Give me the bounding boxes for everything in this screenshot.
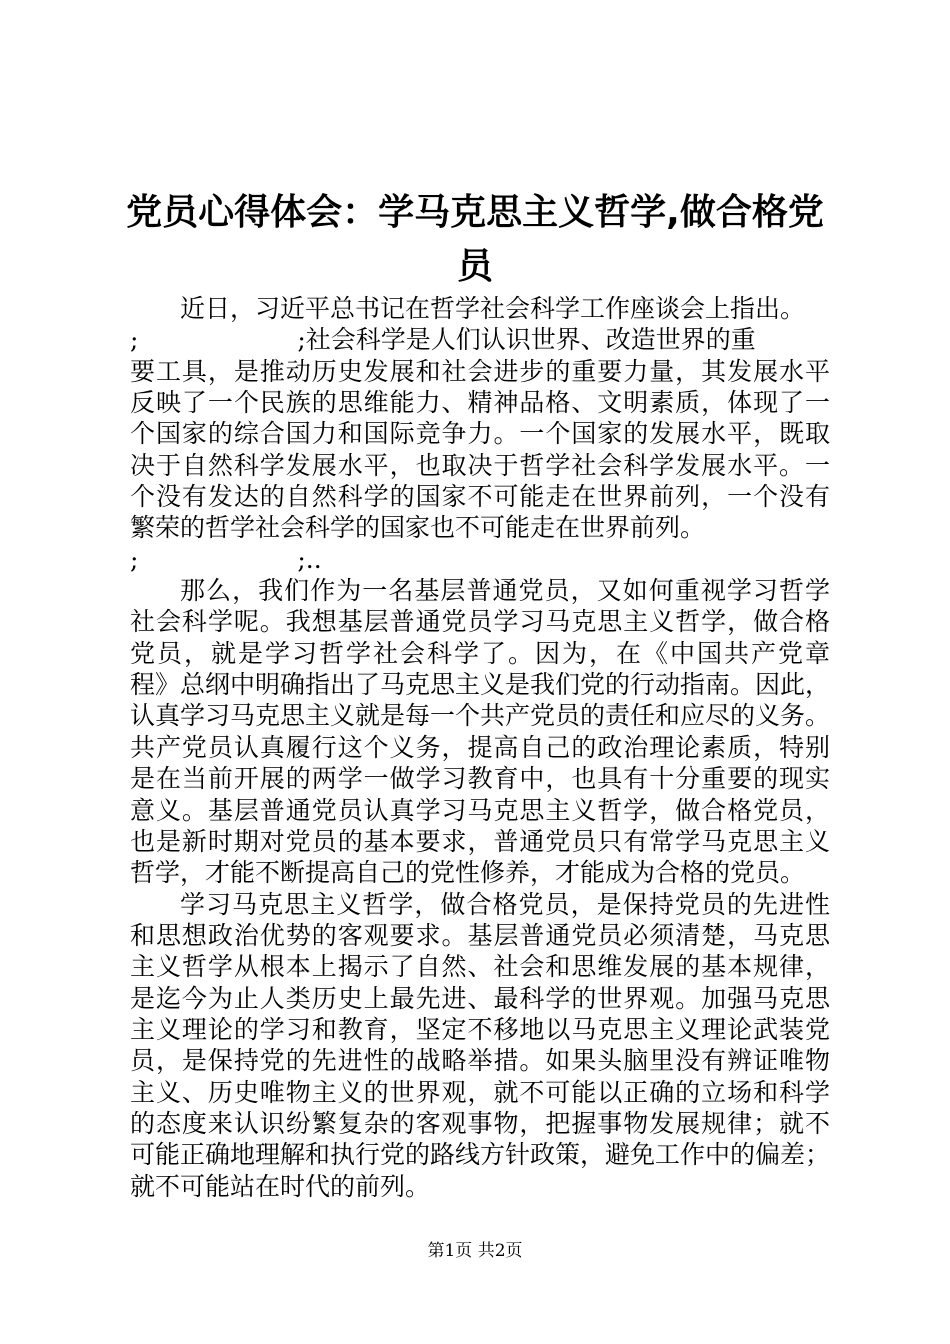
text-line: 共产党员认真履行这个义务，提高自己的政治理论素质，特别	[130, 732, 830, 762]
text-line: 是在当前开展的两学一做学习教育中，也具有十分重要的现实	[130, 764, 830, 794]
page-footer: 第1页 共2页	[427, 1241, 523, 1261]
text-line: 是迄今为止人类历史上最先进、最科学的世界观。加强马克思	[130, 983, 830, 1013]
text-line: 哲学，才能不断提高自己的党性修养，才能成为合格的党员。	[130, 858, 806, 888]
text-line: 繁荣的哲学社会科学的国家也不可能走在世界前列。	[130, 513, 706, 543]
title-line-1: 党员心得体会：学马克思主义哲学,做合格党	[126, 192, 824, 233]
text-line: 的态度来认识纷繁复杂的客观事物，把握事物发展规律；就不	[130, 1108, 830, 1138]
text-line: 意义。基层普通党员认真学习马克思主义哲学，做合格党员，	[130, 795, 830, 825]
text-line: 员，是保持党的先进性的战略举措。如果头脑里没有辨证唯物	[130, 1046, 830, 1076]
text-line: 那么，我们作为一名基层普通党员，又如何重视学习哲学	[180, 576, 830, 606]
text-line: 党员，就是学习哲学社会科学了。因为，在《中国共产党章	[130, 638, 830, 668]
text-line: 反映了一个民族的思维能力、精神品格、文明素质，体现了一	[130, 388, 830, 418]
paragraph	[130, 293, 830, 575]
text-line: ; ;社会科学是人们认识世界、改造世界的重	[130, 325, 756, 355]
text-line: 可能正确地理解和执行党的路线方针政策，避免工作中的偏差；	[130, 1140, 830, 1170]
title-line-2: 员	[456, 246, 493, 287]
text-line: 认真学习马克思主义就是每一个共产党员的责任和应尽的义务。	[130, 701, 830, 731]
text-line: 要工具，是推动历史发展和社会进步的重要力量，其发展水平	[130, 356, 830, 386]
text-line: 近日，习近平总书记在哲学社会科学工作座谈会上指出。	[180, 294, 806, 323]
paragraph	[130, 575, 830, 888]
text-line: 主义、历史唯物主义的世界观，就不可能以正确的立场和科学	[130, 1077, 830, 1107]
text-line: 程》总纲中明确指出了马克思主义是我们党的行动指南。因此，	[130, 670, 830, 700]
text-line: 社会科学呢。我想基层普通党员学习马克思主义哲学，做合格	[130, 607, 830, 637]
text-line: 就不可能站在时代的前列。	[130, 1171, 431, 1201]
text-line: 学习马克思主义哲学，做合格党员，是保持党员的先进性	[180, 889, 830, 919]
text-line: 主义理论的学习和教育，坚定不移地以马克思主义理论武装党	[130, 1014, 830, 1044]
document-title	[100, 186, 850, 294]
text-line: ; ;..	[130, 544, 322, 574]
text-line: 和思想政治优势的客观要求。基层普通党员必须清楚，马克思	[130, 920, 830, 950]
text-line: 主义哲学从根本上揭示了自然、社会和思维发展的基本规律，	[130, 952, 830, 982]
text-line: 个国家的综合国力和国际竞争力。一个国家的发展水平，既取	[130, 419, 830, 449]
text-line: 个没有发达的自然科学的国家不可能走在世界前列，一个没有	[130, 482, 830, 512]
text-line: 也是新时期对党员的基本要求，普通党员只有常学马克思主义	[130, 826, 830, 856]
text-line: 决于自然科学发展水平，也取决于哲学社会科学发展水平。一	[130, 450, 830, 480]
paragraph	[130, 889, 830, 1202]
document-body	[130, 293, 830, 1202]
